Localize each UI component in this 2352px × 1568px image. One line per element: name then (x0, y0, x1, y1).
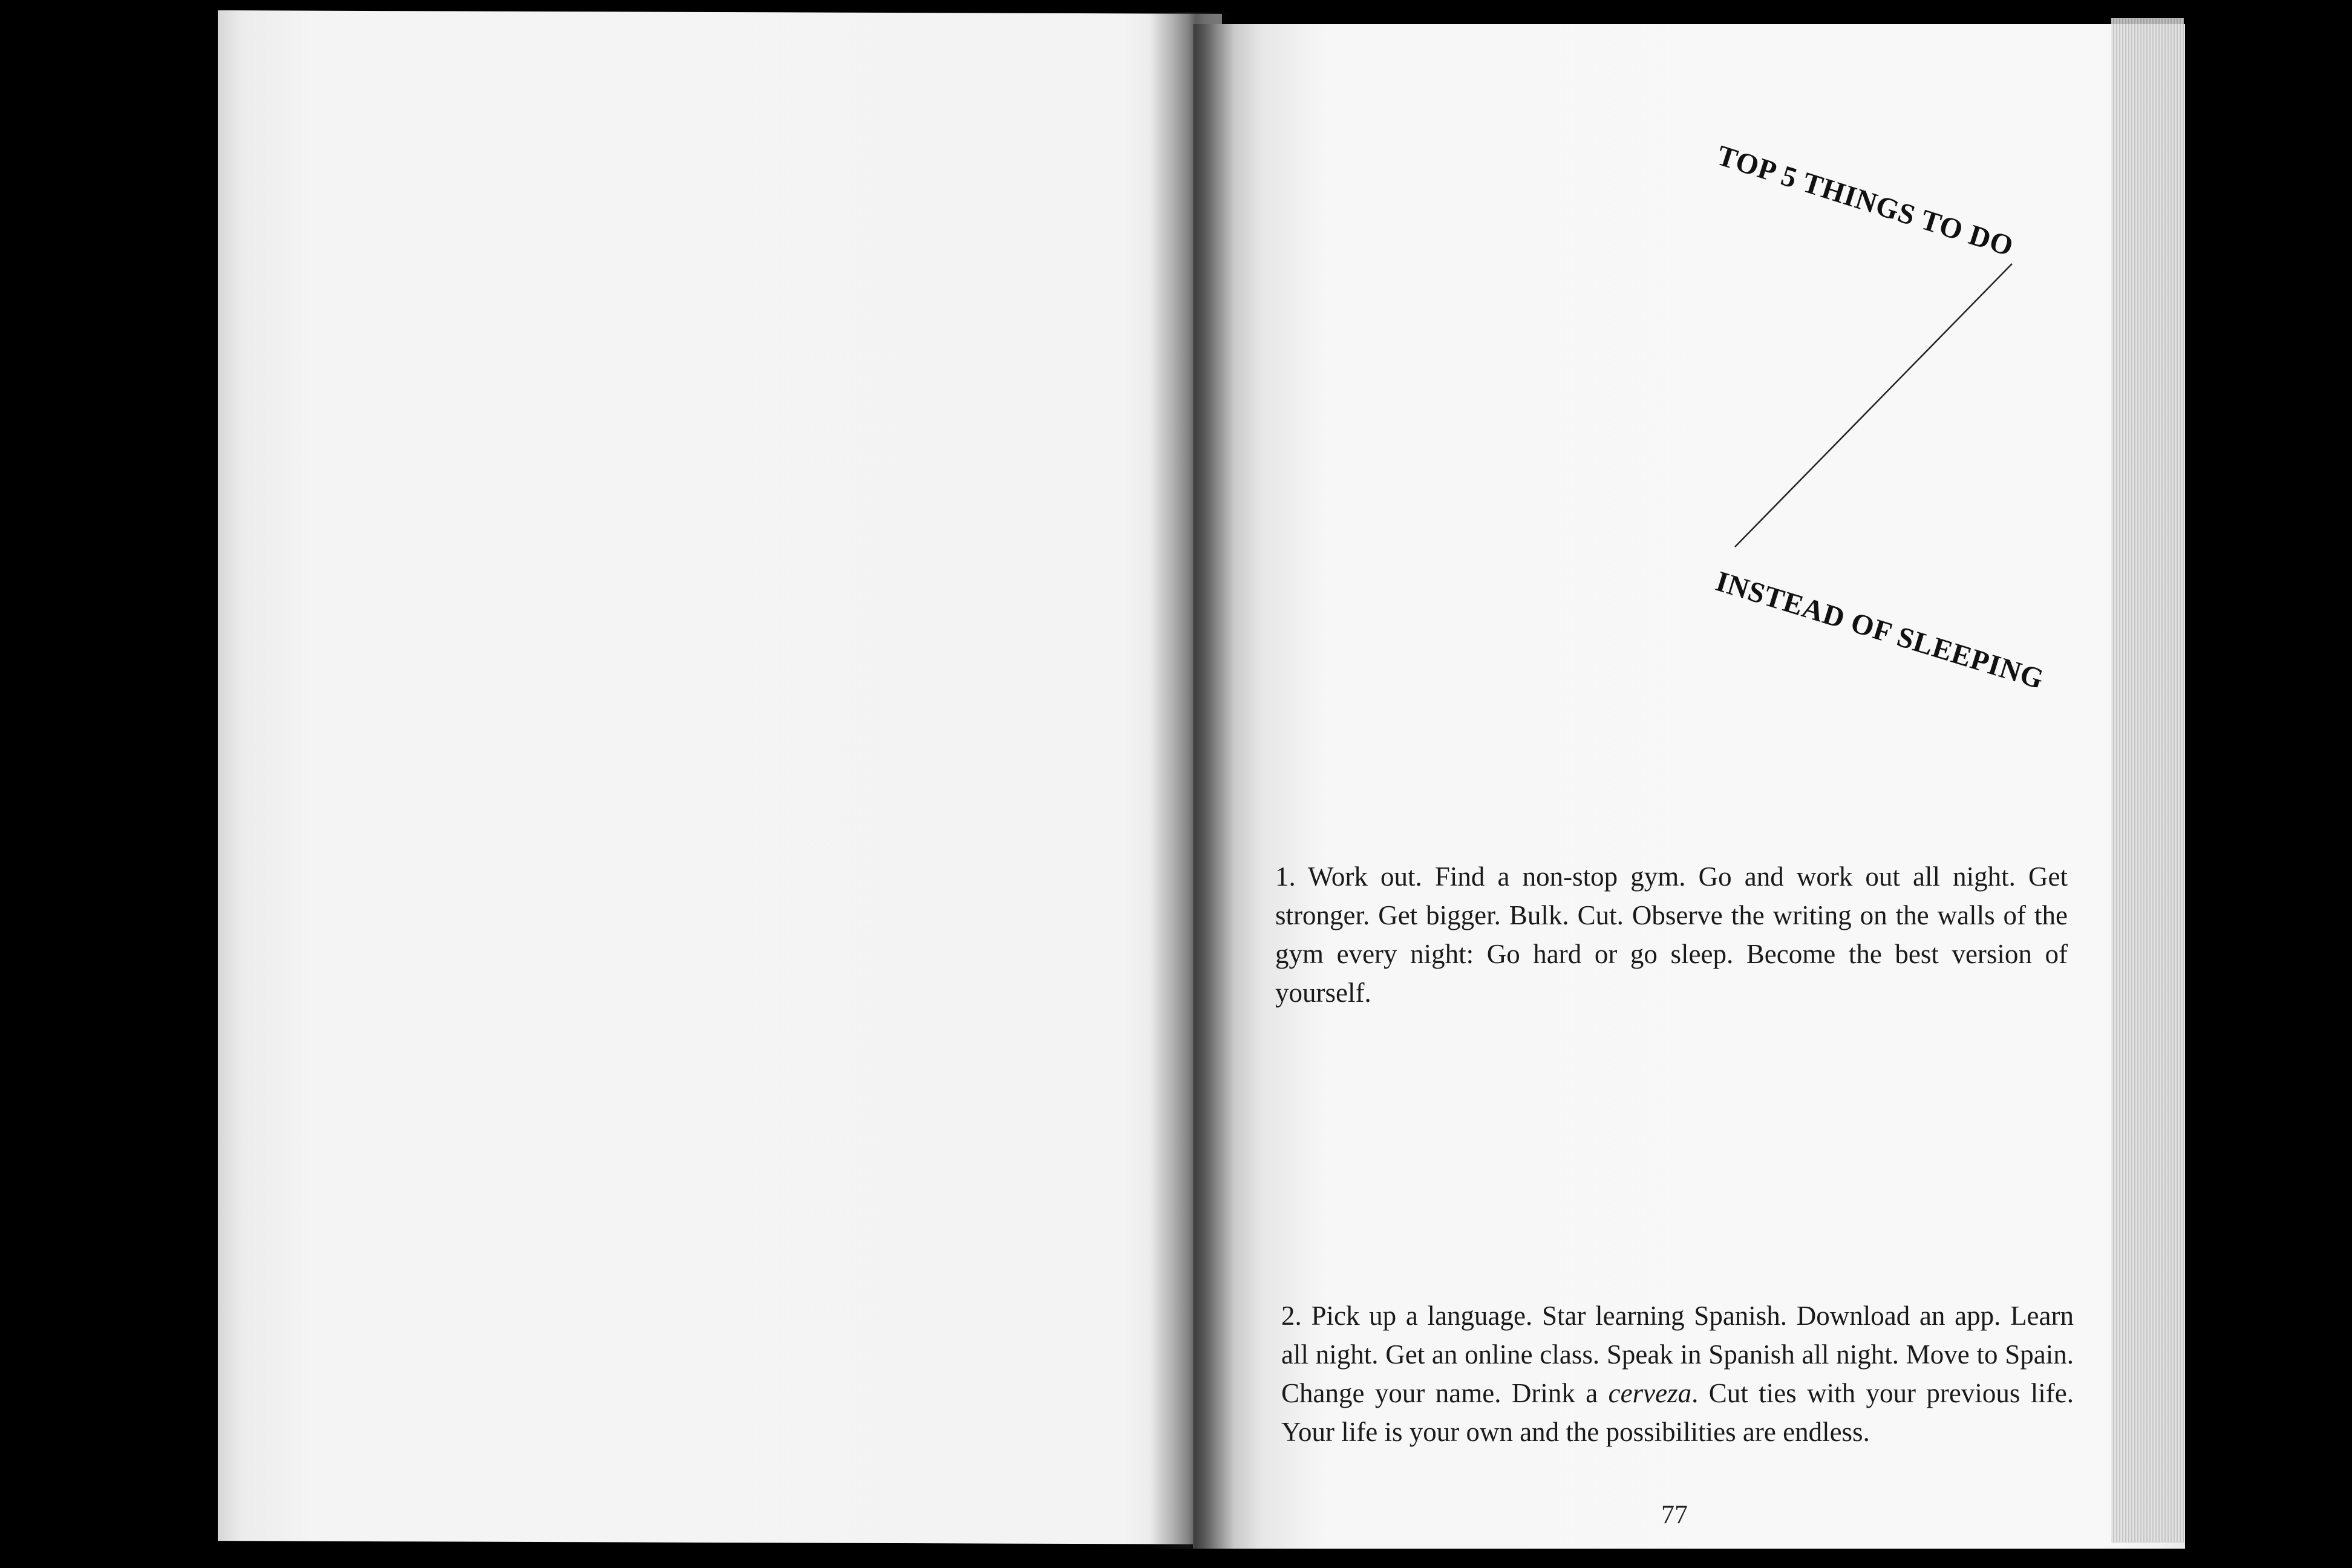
page-number: 77 (1661, 1500, 1688, 1529)
item-2-paragraph (1281, 1296, 2074, 1451)
page-edges (2111, 18, 2184, 1543)
item-1-paragraph: 1. Work out. Find a non-stop gym. Go and work out all night. Get stronger. Get bigger. Bulk. Cut. Observe the writing on the walls of the gym every night: Go hard or go sleep. Become the best version of yourself. (1275, 861, 2068, 1008)
title-bottom: INSTEAD OF SLEEPING (1712, 565, 2048, 696)
item-2-italic-word: cerveza (1608, 1378, 1692, 1408)
item-2-text-before: 2. Pick up a language. Star learning Spanish. Download an app. Learn all night. Get an online class. Speak in Spanish all night. Move to Spain. Change your name. Drink a (1281, 1301, 2074, 1408)
item-2-text-after: . Cut ties with your previous life. Your life is your own and the possibilities are endless. (1281, 1378, 2074, 1447)
gutter-shadow (1149, 12, 1234, 1549)
title-top: TOP 5 THINGS TO DO (1713, 139, 2017, 263)
left-page (218, 10, 1222, 1544)
